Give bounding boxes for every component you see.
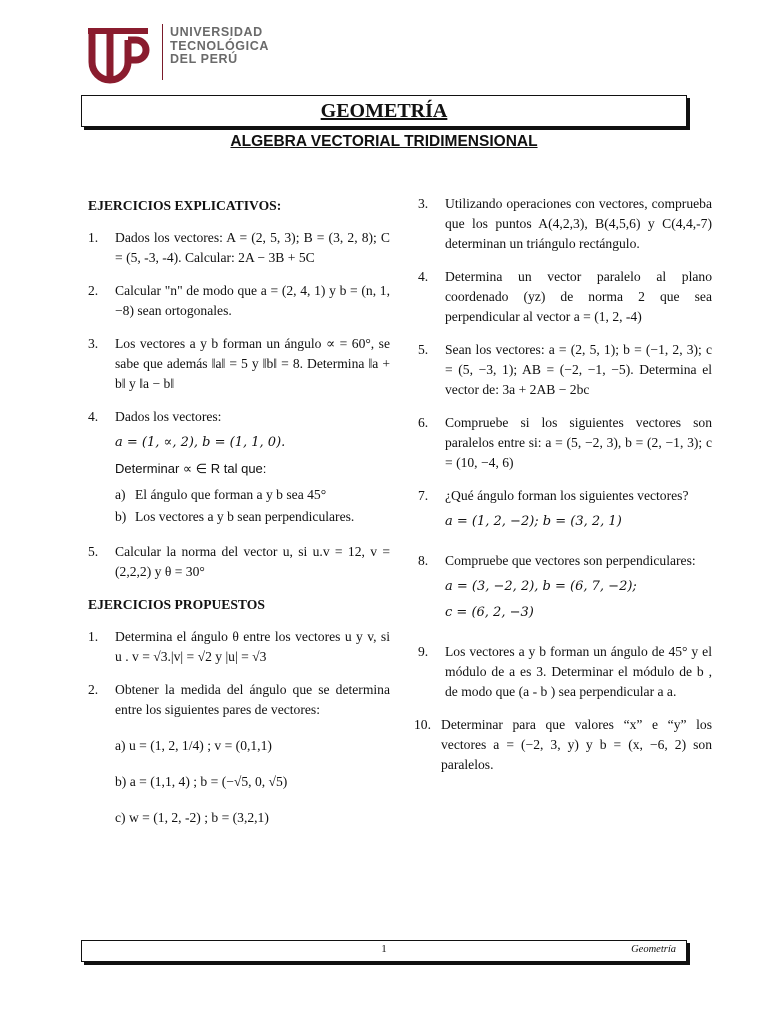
section-heading: EJERCICIOS EXPLICATIVOS: xyxy=(88,198,282,213)
exercise-text: Calcular "n" de modo que a = (2, 4, 1) y b = (n, 1, −8) sean ortogonales. xyxy=(115,283,390,318)
exercise-item xyxy=(88,407,390,529)
org-line: UNIVERSIDAD xyxy=(170,25,263,39)
exercise-number: 10. xyxy=(414,717,431,732)
exercise-number: 3. xyxy=(88,336,99,351)
exercise-item xyxy=(418,340,712,400)
exercise-item xyxy=(418,194,712,254)
exercise-text: Sean los vectores: a = (2, 5, 1); b = (−1, 2, 3); c = (5, −3, 1); AB = (−2, −1, −5). Determina el vector de: 3a + 2AB − 2bc xyxy=(445,342,712,397)
exercise-number: 5. xyxy=(88,544,99,559)
exercise-item xyxy=(418,267,712,327)
exercise-number: 4. xyxy=(88,409,99,424)
exercise-text: Determina el ángulo θ entre los vectores u y v, si u . v = √3.|v| = √2 y |u| = √3 xyxy=(115,629,390,664)
exercise-item xyxy=(88,228,390,268)
exercise-text: Dados los vectores: A = (2, 5, 3); B = (3, 2, 8); C = (5, -3, -4). Calcular: 2A − 3B + 5C xyxy=(115,230,390,265)
org-line: DEL PERÚ xyxy=(170,52,238,66)
university-name xyxy=(170,26,269,67)
exercise-number: 7. xyxy=(418,488,429,503)
exercise-item xyxy=(88,542,390,582)
exercise-text: ¿Qué ángulo forman los siguientes vectores? xyxy=(445,488,689,503)
page-title: GEOMETRÍA xyxy=(320,99,448,122)
logo-divider xyxy=(162,24,163,80)
utp-logo-icon xyxy=(82,20,154,84)
exercise-item xyxy=(418,413,712,473)
exercise-body xyxy=(445,486,712,538)
exercise-body xyxy=(115,407,390,529)
exercise-text: Compruebe si los siguientes vectores son paralelos entre si: a = (5, −2, 3), b = (2, −1, 3); c = (10, −4, 6) xyxy=(445,415,712,470)
page-footer xyxy=(81,940,687,962)
exercise-task: Determinar ∝ ∈ R tal que: xyxy=(115,461,267,476)
sub-item-text: El ángulo que forman a y b sea 45° xyxy=(135,487,327,502)
exercise-number: 9. xyxy=(418,644,429,659)
exercise-item xyxy=(88,281,390,321)
exercise-item xyxy=(88,680,390,828)
exercise-item xyxy=(418,486,712,538)
left-column xyxy=(88,196,390,841)
exercise-number: 1. xyxy=(88,629,99,644)
org-line: TECNOLÓGICA xyxy=(170,38,269,53)
vector-definition: a = (3, −2, 2), b = (6, 7, −2); xyxy=(445,579,637,594)
exercise-text: Calcular la norma del vector u, si u.v = 12, v = (2,2,2) y θ = 30° xyxy=(115,544,390,579)
page-subtitle: ALGEBRA VECTORIAL TRIDIMENSIONAL xyxy=(230,133,538,150)
exercise-number: 5. xyxy=(418,342,429,357)
sub-item-label: a) xyxy=(115,487,126,502)
vector-definition: a = (1, 2, −2); b = (3, 2, 1) xyxy=(445,514,622,529)
exercise-text: Los vectores a y b forman un ángulo de 45° y el módulo de a es 3. Determinar el módulo de b , de modo que (a - b ) sea perpendicular a a. xyxy=(445,644,712,699)
exercise-item xyxy=(414,715,712,775)
sub-item-text: c) w = (1, 2, -2) ; b = (3,2,1) xyxy=(115,810,269,825)
exercise-item xyxy=(418,642,712,702)
section-heading: EJERCICIOS PROPUESTOS xyxy=(88,597,265,612)
exercise-number: 1. xyxy=(88,230,99,245)
exercise-number: 8. xyxy=(418,553,429,568)
exercise-number: 6. xyxy=(418,415,429,430)
sub-item-text: b) a = (1,1, 4) ; b = (−√5, 0, √5) xyxy=(115,774,288,789)
exercise-item xyxy=(88,627,390,667)
sub-item-text: Los vectores a y b sean perpendiculares. xyxy=(135,509,355,524)
exercise-text: Determina un vector paralelo al plano coordenado (yz) de norma 2 que sea perpendicular al vector a = (1, 2, -4) xyxy=(445,269,712,324)
footer-label: Geometría xyxy=(631,944,676,955)
exercise-number: 3. xyxy=(418,196,429,211)
exercise-number: 2. xyxy=(88,682,99,697)
vector-definition: c = (6, 2, −3) xyxy=(445,605,534,620)
exercise-number: 2. xyxy=(88,283,99,298)
exercise-text: Dados los vectores: xyxy=(115,409,222,424)
exercise-text: Los vectores a y b forman un ángulo ∝ = 60°, se sabe que además ‖a‖ = 5 y ‖b‖ = 8. Determina ‖a + b‖ y ‖a − b‖ xyxy=(115,336,390,391)
exercise-text: Determinar para que valores “x” e “y” los vectores a = (−2, 3, y) y b = (x, −6, 2) son paralelos. xyxy=(441,717,712,772)
exercise-text: Obtener la medida del ángulo que se determina entre los siguientes pares de vectores: xyxy=(115,682,390,717)
exercise-text: Utilizando operaciones con vectores, comprueba que los puntos A(4,2,3), B(4,5,6) y C(4,4,-7) determinan un triángulo rectángulo. xyxy=(445,196,712,251)
right-column xyxy=(414,194,712,788)
sub-item xyxy=(115,507,390,527)
sub-item-text: a) u = (1, 2, 1/4) ; v = (0,1,1) xyxy=(115,738,272,753)
exercise-text: Compruebe que vectores son perpendiculares: xyxy=(445,553,696,568)
exercise-body xyxy=(115,680,390,828)
exercise-number: 4. xyxy=(418,269,429,284)
title-box xyxy=(81,95,687,127)
page-number: 1 xyxy=(381,943,387,955)
sub-item-label: b) xyxy=(115,509,127,524)
exercise-item xyxy=(88,334,390,394)
sub-item xyxy=(115,485,390,505)
vector-definition: a = (1, ∝, 2), b = (1, 1, 0). xyxy=(115,435,286,450)
exercise-body xyxy=(445,551,712,629)
exercise-item xyxy=(418,551,712,629)
